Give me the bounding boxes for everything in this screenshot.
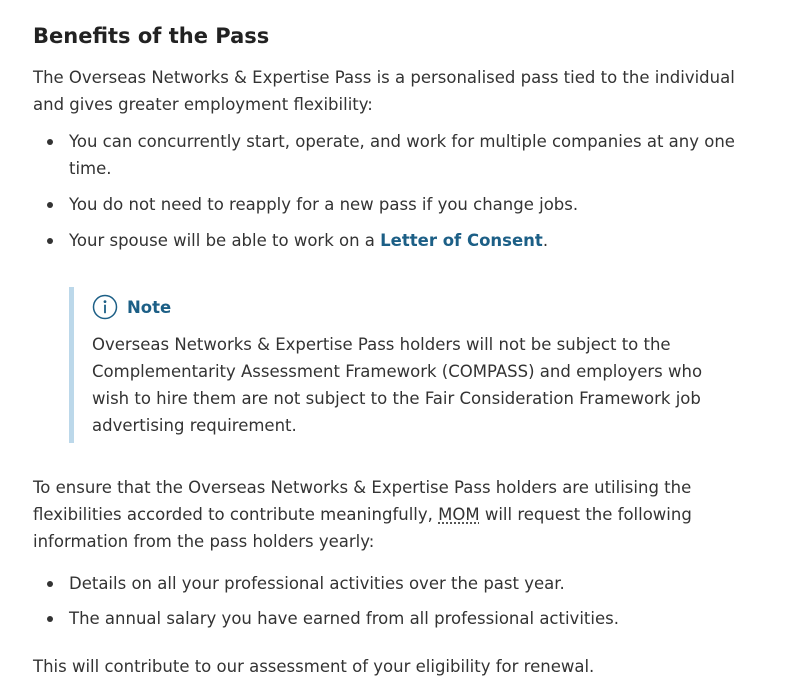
info-icon xyxy=(92,294,118,320)
intro-paragraph: The Overseas Networks & Expertise Pass is a personalised pass tied to the individual and gives greater employment flexibility: xyxy=(33,68,735,114)
benefits-list xyxy=(33,128,770,254)
note-body: Overseas Networks & Expertise Pass holders will not be subject to the Complementarity Assessment Framework (COMPASS) and employers who wish to hire them are not subject to the Fair Consideration Framework job advertising requirement. xyxy=(92,335,703,435)
mom-abbreviation[interactable]: MOM xyxy=(438,505,480,524)
list-item: You do not need to reapply for a new pass if you change jobs. xyxy=(33,191,770,218)
letter-of-consent-link[interactable]: Letter of Consent xyxy=(380,231,543,250)
note-header xyxy=(92,293,732,321)
requirements-list xyxy=(33,570,770,632)
spouse-suffix: . xyxy=(542,231,549,250)
requirements-text-after: will request the following information from the pass holders yearly: xyxy=(33,505,692,551)
spouse-text: Your spouse will be able to work on a xyxy=(69,231,381,250)
requirements-paragraph xyxy=(33,474,770,555)
list-item: Details on all your professional activities over the past year. xyxy=(33,570,770,597)
section-title: Benefits of the Pass xyxy=(33,24,270,48)
closing-paragraph: This will contribute to our assessment of your eligibility for renewal. xyxy=(33,657,595,676)
note-title: Note xyxy=(127,297,172,317)
list-item xyxy=(33,227,770,254)
requirements-text-before: To ensure that the Overseas Networks & Expertise Pass holders are utilising the flexibilities accorded to contribute meaningfully, xyxy=(33,478,692,524)
list-item: The annual salary you have earned from all professional activities. xyxy=(33,605,770,632)
note-callout xyxy=(69,287,732,443)
list-item: You can concurrently start, operate, and work for multiple companies at any one time. xyxy=(33,128,770,182)
